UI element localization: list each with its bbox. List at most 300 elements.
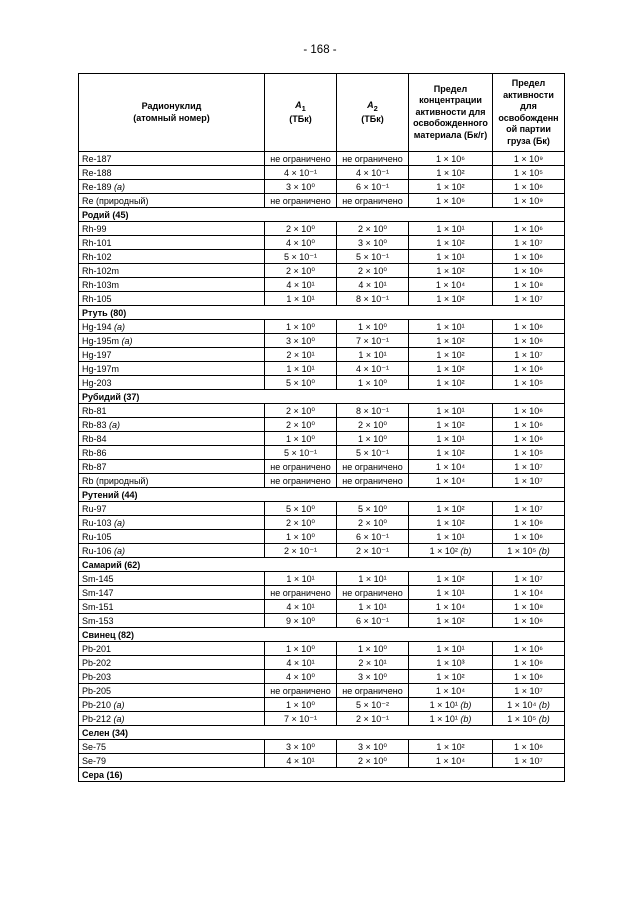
activity-limit-cell — [493, 474, 565, 488]
a1-cell: 9 × 10⁰ — [265, 614, 337, 628]
radionuclide-cell — [79, 586, 265, 600]
element-group-row — [79, 726, 565, 740]
concentration-value: 1 × 10² — [436, 349, 465, 360]
radionuclide-cell — [79, 460, 265, 474]
activity-value: 1 × 10⁵ — [513, 377, 543, 388]
table-row — [79, 754, 565, 768]
radionuclide-cell — [79, 334, 265, 348]
concentration-value: 1 × 10² — [436, 377, 465, 388]
a2-cell: 6 × 10⁻¹ — [337, 530, 409, 544]
activity-limit-cell — [493, 698, 565, 712]
concentration-value: 1 × 10² — [436, 363, 465, 374]
table-row — [79, 474, 565, 488]
table-row — [79, 376, 565, 390]
table-row — [79, 670, 565, 684]
table-row — [79, 278, 565, 292]
a2-cell: 4 × 10¹ — [337, 278, 409, 292]
table-row — [79, 362, 565, 376]
concentration-limit-cell — [409, 166, 493, 180]
activity-limit-cell — [493, 194, 565, 208]
element-group-label: Селен (34) — [79, 726, 565, 740]
concentration-value: 1 × 10² — [436, 419, 465, 430]
a2-cell: 2 × 10⁰ — [337, 754, 409, 768]
a2-cell: 3 × 10⁰ — [337, 740, 409, 754]
activity-value: 1 × 10⁷ — [514, 475, 543, 486]
activity-value: 1 × 10⁶ — [514, 321, 543, 332]
a1-cell: 2 × 10⁰ — [265, 418, 337, 432]
concentration-limit-cell — [409, 236, 493, 250]
activity-limit-cell — [493, 432, 565, 446]
radionuclide-table — [78, 73, 565, 782]
a2-cell: 6 × 10⁻¹ — [337, 614, 409, 628]
a1-cell: 1 × 10¹ — [265, 292, 337, 306]
radionuclide-note: (a) — [114, 545, 126, 556]
concentration-limit-cell — [409, 572, 493, 586]
header-a1-sub: 1 — [301, 103, 306, 113]
concentration-limit-cell — [409, 698, 493, 712]
radionuclide-name: Pb-202 — [82, 657, 112, 668]
activity-note: (b) — [538, 713, 550, 724]
concentration-limit-cell — [409, 684, 493, 698]
activity-value: 1 × 10⁷ — [514, 573, 543, 584]
concentration-limit-cell — [409, 642, 493, 656]
table-row — [79, 600, 565, 614]
a2-cell: не ограничено — [337, 152, 409, 166]
a2-cell: 1 × 10¹ — [337, 600, 409, 614]
radionuclide-cell — [79, 180, 265, 194]
radionuclide-name: Rh-99 — [82, 223, 107, 234]
a2-cell: 5 × 10⁻¹ — [337, 250, 409, 264]
radionuclide-cell — [79, 544, 265, 558]
radionuclide-name: Pb-201 — [82, 643, 112, 654]
table-row — [79, 684, 565, 698]
a2-cell: 3 × 10⁰ — [337, 236, 409, 250]
radionuclide-name: Pb-203 — [82, 671, 112, 682]
activity-value: 1 × 10⁷ — [514, 755, 543, 766]
activity-limit-cell — [493, 516, 565, 530]
radionuclide-name: Rb (природный) — [82, 475, 149, 486]
a1-cell: 1 × 10⁰ — [265, 642, 337, 656]
a1-cell: 2 × 10¹ — [265, 348, 337, 362]
a1-cell: не ограничено — [265, 194, 337, 208]
concentration-value: 1 × 10⁴ — [435, 279, 466, 290]
activity-value: 1 × 10⁷ — [514, 461, 543, 472]
concentration-note: (b) — [460, 713, 472, 724]
table-row — [79, 292, 565, 306]
table-row — [79, 502, 565, 516]
activity-value: 1 × 10⁷ — [514, 685, 543, 696]
a2-cell: 8 × 10⁻¹ — [337, 404, 409, 418]
a1-cell: 3 × 10⁰ — [265, 334, 337, 348]
concentration-limit-cell — [409, 362, 493, 376]
activity-limit-cell — [493, 222, 565, 236]
table-row — [79, 614, 565, 628]
a2-cell: 8 × 10⁻¹ — [337, 292, 409, 306]
radionuclide-name: Ru-97 — [82, 503, 107, 514]
activity-value: 1 × 10⁶ — [514, 335, 543, 346]
header-a2-sub: 2 — [373, 103, 378, 113]
activity-limit-cell — [493, 544, 565, 558]
radionuclide-cell — [79, 236, 265, 250]
radionuclide-cell — [79, 292, 265, 306]
concentration-limit-cell — [409, 222, 493, 236]
activity-limit-cell — [493, 446, 565, 460]
element-group-label: Свинец (82) — [79, 628, 565, 642]
concentration-limit-cell — [409, 432, 493, 446]
activity-value: 1 × 10⁸ — [513, 601, 544, 612]
radionuclide-cell — [79, 740, 265, 754]
radionuclide-cell — [79, 656, 265, 670]
activity-limit-cell — [493, 754, 565, 768]
a1-cell: 3 × 10⁰ — [265, 740, 337, 754]
a1-cell: 4 × 10¹ — [265, 656, 337, 670]
activity-limit-cell — [493, 278, 565, 292]
activity-limit-cell — [493, 264, 565, 278]
table-row — [79, 250, 565, 264]
concentration-value: 1 × 10¹ — [436, 321, 465, 332]
radionuclide-note: (a) — [121, 335, 133, 346]
activity-limit-cell — [493, 572, 565, 586]
table-row — [79, 740, 565, 754]
activity-value: 1 × 10⁶ — [514, 517, 543, 528]
a1-cell: 5 × 10⁻¹ — [265, 446, 337, 460]
activity-value: 1 × 10⁵ — [513, 167, 543, 178]
radionuclide-cell — [79, 278, 265, 292]
activity-value: 1 × 10⁶ — [514, 181, 543, 192]
activity-limit-cell — [493, 236, 565, 250]
radionuclide-cell — [79, 404, 265, 418]
activity-value: 1 × 10⁶ — [514, 251, 543, 262]
a1-cell: 4 × 10⁰ — [265, 236, 337, 250]
a2-cell: 4 × 10⁻¹ — [337, 362, 409, 376]
header-radionuclide-line2: (атомный номер) — [133, 112, 210, 123]
concentration-limit-cell — [409, 460, 493, 474]
a1-cell: 1 × 10⁰ — [265, 432, 337, 446]
concentration-limit-cell — [409, 446, 493, 460]
concentration-value: 1 × 10² — [436, 517, 465, 528]
table-row — [79, 516, 565, 530]
table-row — [79, 432, 565, 446]
a2-cell: 2 × 10⁻¹ — [337, 544, 409, 558]
a2-cell: не ограничено — [337, 194, 409, 208]
activity-limit-cell — [493, 502, 565, 516]
radionuclide-name: Pb-210 — [82, 699, 112, 710]
a1-cell: 4 × 10¹ — [265, 278, 337, 292]
a1-cell: 2 × 10⁰ — [265, 404, 337, 418]
element-group-row — [79, 208, 565, 222]
table-row — [79, 418, 565, 432]
concentration-limit-cell — [409, 278, 493, 292]
activity-value: 1 × 10⁴ — [513, 587, 544, 598]
a2-cell: 1 × 10¹ — [337, 348, 409, 362]
a1-cell: 5 × 10⁻¹ — [265, 250, 337, 264]
table-row — [79, 656, 565, 670]
a2-cell: 1 × 10⁰ — [337, 320, 409, 334]
a1-cell: 5 × 10⁰ — [265, 376, 337, 390]
element-group-label: Родий (45) — [79, 208, 565, 222]
concentration-value: 1 × 10² — [436, 741, 465, 752]
radionuclide-name: Rh-101 — [82, 237, 112, 248]
activity-value: 1 × 10⁷ — [514, 293, 543, 304]
radionuclide-name: Hg-195m — [82, 335, 120, 346]
activity-limit-cell — [493, 250, 565, 264]
activity-limit-cell — [493, 348, 565, 362]
a2-cell: 5 × 10⁻² — [337, 698, 409, 712]
radionuclide-note: (a) — [114, 181, 126, 192]
header-a1-unit: (ТБк) — [289, 113, 312, 124]
a1-cell: 2 × 10⁻¹ — [265, 544, 337, 558]
radionuclide-cell — [79, 362, 265, 376]
activity-limit-cell — [493, 586, 565, 600]
concentration-value: 1 × 10¹ — [436, 587, 465, 598]
concentration-value: 1 × 10⁶ — [436, 153, 465, 164]
concentration-note: (b) — [460, 545, 472, 556]
activity-value: 1 × 10⁷ — [514, 237, 543, 248]
radionuclide-cell — [79, 222, 265, 236]
radionuclide-name: Se-75 — [82, 741, 107, 752]
activity-limit-cell — [493, 320, 565, 334]
a2-cell: 2 × 10⁰ — [337, 516, 409, 530]
concentration-limit-cell — [409, 376, 493, 390]
a2-cell: 1 × 10⁰ — [337, 376, 409, 390]
activity-value: 1 × 10⁴ — [507, 699, 537, 710]
activity-limit-cell — [493, 418, 565, 432]
a1-cell: не ограничено — [265, 586, 337, 600]
a1-cell: 4 × 10¹ — [265, 754, 337, 768]
concentration-value: 1 × 10¹ — [436, 251, 465, 262]
radionuclide-cell — [79, 250, 265, 264]
concentration-limit-cell — [409, 600, 493, 614]
radionuclide-cell — [79, 446, 265, 460]
concentration-value: 1 × 10⁴ — [435, 601, 466, 612]
a2-cell: 6 × 10⁻¹ — [337, 180, 409, 194]
concentration-value: 1 × 10³ — [436, 657, 465, 668]
table-row — [79, 194, 565, 208]
radionuclide-cell — [79, 432, 265, 446]
radionuclide-cell — [79, 698, 265, 712]
radionuclide-name: Rb-84 — [82, 433, 107, 444]
element-group-row — [79, 488, 565, 502]
header-a1-symbol: A — [295, 99, 302, 110]
concentration-limit-cell — [409, 152, 493, 166]
radionuclide-name: Sm-151 — [82, 601, 114, 612]
table-row — [79, 530, 565, 544]
element-group-row — [79, 306, 565, 320]
table-row — [79, 222, 565, 236]
table-row — [79, 712, 565, 726]
radionuclide-cell — [79, 530, 265, 544]
radionuclide-name: Ru-103 — [82, 517, 112, 528]
radionuclide-cell — [79, 684, 265, 698]
concentration-limit-cell — [409, 474, 493, 488]
a2-cell: 5 × 10⁻¹ — [337, 446, 409, 460]
table-row — [79, 544, 565, 558]
radionuclide-name: Re-187 — [82, 153, 112, 164]
a2-cell: 1 × 10⁰ — [337, 432, 409, 446]
radionuclide-name: Pb-205 — [82, 685, 112, 696]
activity-value: 1 × 10⁷ — [514, 503, 543, 514]
activity-limit-cell — [493, 362, 565, 376]
activity-value: 1 × 10⁶ — [514, 223, 543, 234]
radionuclide-name: Sm-153 — [82, 615, 114, 626]
table-row — [79, 152, 565, 166]
activity-limit-cell — [493, 656, 565, 670]
a1-cell: не ограничено — [265, 474, 337, 488]
activity-value: 1 × 10⁶ — [514, 671, 543, 682]
concentration-value: 1 × 10⁶ — [436, 195, 465, 206]
a2-cell: не ограничено — [337, 684, 409, 698]
concentration-value: 1 × 10² — [436, 615, 465, 626]
header-activity-limit: Предел активности для освобожденн ой партии груза (Бк) — [493, 74, 565, 152]
radionuclide-cell — [79, 754, 265, 768]
concentration-value: 1 × 10² — [436, 503, 465, 514]
a1-cell: не ограничено — [265, 152, 337, 166]
table-row — [79, 586, 565, 600]
radionuclide-cell — [79, 264, 265, 278]
activity-value: 1 × 10⁶ — [514, 265, 543, 276]
radionuclide-cell — [79, 348, 265, 362]
a1-cell: 2 × 10⁰ — [265, 516, 337, 530]
concentration-limit-cell — [409, 348, 493, 362]
activity-limit-cell — [493, 740, 565, 754]
a1-cell: 4 × 10⁰ — [265, 670, 337, 684]
concentration-value: 1 × 10¹ — [436, 223, 465, 234]
radionuclide-name: Ru-105 — [82, 531, 112, 542]
activity-value: 1 × 10⁵ — [507, 713, 537, 724]
a1-cell: 3 × 10⁰ — [265, 180, 337, 194]
a2-cell: не ограничено — [337, 586, 409, 600]
radionuclide-name: Hg-197 — [82, 349, 112, 360]
table-row — [79, 180, 565, 194]
radionuclide-name: Ru-106 — [82, 545, 112, 556]
radionuclide-cell — [79, 642, 265, 656]
a2-cell: 2 × 10⁰ — [337, 418, 409, 432]
radionuclide-note: (a) — [114, 321, 126, 332]
a2-cell: 1 × 10⁰ — [337, 642, 409, 656]
header-a1 — [265, 74, 337, 152]
a1-cell: не ограничено — [265, 684, 337, 698]
concentration-limit-cell — [409, 712, 493, 726]
activity-value: 1 × 10⁹ — [513, 153, 544, 164]
activity-limit-cell — [493, 376, 565, 390]
concentration-value: 1 × 10¹ — [436, 433, 465, 444]
concentration-value: 1 × 10² — [436, 293, 465, 304]
activity-value: 1 × 10⁵ — [507, 545, 537, 556]
concentration-limit-cell — [409, 754, 493, 768]
element-group-row — [79, 628, 565, 642]
activity-value: 1 × 10⁶ — [514, 657, 543, 668]
radionuclide-name: Rh-102 — [82, 251, 112, 262]
table-row — [79, 460, 565, 474]
radionuclide-name: Hg-194 — [82, 321, 112, 332]
table-row — [79, 642, 565, 656]
concentration-value: 1 × 10² — [436, 447, 465, 458]
activity-limit-cell — [493, 712, 565, 726]
concentration-value: 1 × 10¹ — [429, 699, 458, 710]
a2-cell: 7 × 10⁻¹ — [337, 334, 409, 348]
radionuclide-cell — [79, 166, 265, 180]
radionuclide-name: Se-79 — [82, 755, 107, 766]
activity-limit-cell — [493, 530, 565, 544]
activity-limit-cell — [493, 292, 565, 306]
concentration-limit-cell — [409, 418, 493, 432]
radionuclide-name: Sm-147 — [82, 587, 114, 598]
activity-note: (b) — [538, 699, 550, 710]
concentration-limit-cell — [409, 320, 493, 334]
activity-value: 1 × 10⁶ — [514, 531, 543, 542]
a1-cell: 1 × 10¹ — [265, 572, 337, 586]
header-a2-unit: (ТБк) — [361, 113, 384, 124]
radionuclide-name: Rb-81 — [82, 405, 107, 416]
activity-value: 1 × 10⁶ — [514, 615, 543, 626]
radionuclide-note: (a) — [109, 419, 121, 430]
page-number: - 168 - — [303, 44, 337, 56]
radionuclide-name: Rh-102m — [82, 265, 120, 276]
table-row — [79, 572, 565, 586]
activity-limit-cell — [493, 642, 565, 656]
radionuclide-cell — [79, 600, 265, 614]
activity-value: 1 × 10⁹ — [513, 195, 544, 206]
a2-cell: 2 × 10¹ — [337, 656, 409, 670]
activity-limit-cell — [493, 670, 565, 684]
activity-value: 1 × 10⁶ — [514, 741, 543, 752]
a1-cell: 1 × 10⁰ — [265, 320, 337, 334]
concentration-limit-cell — [409, 516, 493, 530]
radionuclide-cell — [79, 516, 265, 530]
concentration-value: 1 × 10¹ — [436, 643, 465, 654]
radionuclide-note: (a) — [113, 699, 125, 710]
a2-cell: 2 × 10⁰ — [337, 222, 409, 236]
a1-cell: не ограничено — [265, 460, 337, 474]
concentration-limit-cell — [409, 292, 493, 306]
radionuclide-name: Sm-145 — [82, 573, 114, 584]
radionuclide-name: Hg-197m — [82, 363, 120, 374]
activity-value: 1 × 10⁶ — [514, 433, 543, 444]
a2-cell: 2 × 10⁻¹ — [337, 712, 409, 726]
header-radionuclide-line1: Радионуклид — [141, 101, 202, 111]
table-header-row — [79, 74, 565, 152]
a1-cell: 2 × 10⁰ — [265, 264, 337, 278]
concentration-value: 1 × 10² — [436, 167, 465, 178]
element-group-label: Ртуть (80) — [79, 306, 565, 320]
a2-cell: 1 × 10¹ — [337, 572, 409, 586]
concentration-limit-cell — [409, 180, 493, 194]
radionuclide-name: Rb-87 — [82, 461, 107, 472]
concentration-limit-cell — [409, 740, 493, 754]
concentration-limit-cell — [409, 656, 493, 670]
header-radionuclide — [79, 74, 265, 152]
concentration-value: 1 × 10¹ — [436, 405, 465, 416]
concentration-value: 1 × 10² — [429, 545, 458, 556]
concentration-limit-cell — [409, 544, 493, 558]
radionuclide-cell — [79, 614, 265, 628]
concentration-limit-cell — [409, 334, 493, 348]
header-a2 — [337, 74, 409, 152]
activity-limit-cell — [493, 684, 565, 698]
a1-cell: 4 × 10⁻¹ — [265, 166, 337, 180]
activity-limit-cell — [493, 460, 565, 474]
activity-value: 1 × 10⁶ — [514, 643, 543, 654]
a1-cell: 5 × 10⁰ — [265, 502, 337, 516]
radionuclide-name: Rh-105 — [82, 293, 112, 304]
a1-cell: 4 × 10¹ — [265, 600, 337, 614]
table-row — [79, 236, 565, 250]
concentration-limit-cell — [409, 502, 493, 516]
table-row — [79, 320, 565, 334]
table-row — [79, 698, 565, 712]
activity-limit-cell — [493, 334, 565, 348]
concentration-limit-cell — [409, 670, 493, 684]
